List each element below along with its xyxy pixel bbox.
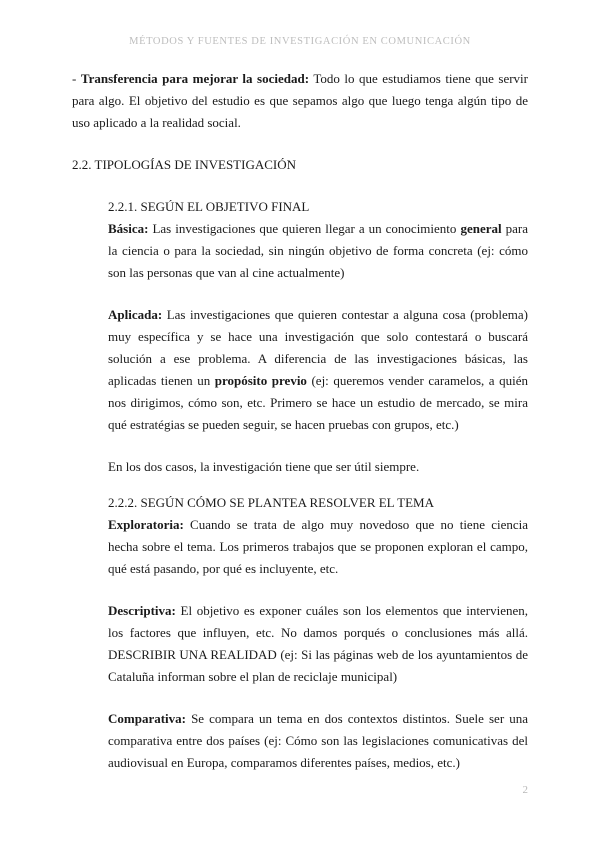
page-number: 2: [522, 784, 528, 796]
subsection-objetivo-final: [108, 196, 528, 478]
exploratoria-paragraph: Exploratoria: Cuando se trata de algo muy novedoso que no tiene ciencia hecha sobre el tema. Los primeros trabajos que se proponen exploran el campo, qué está pasando, por qué es incluyente, etc.: [108, 517, 528, 576]
subsection-heading: 2.2.2. SEGÚN CÓMO SE PLANTEA RESOLVER EL TEMA: [108, 495, 434, 510]
intro-bold-term: Transferencia para mejorar la sociedad:: [80, 71, 310, 86]
subsection-resolver-tema: [108, 492, 528, 774]
page-content: [72, 68, 528, 774]
descriptiva-paragraph: Descriptiva: El objetivo es exponer cuáles son los elementos que intervienen, los factores que influyen, etc. No damos porqués o conclusiones más allá. DESCRIBIR UNA REALIDAD (ej: Si las páginas web de los ayuntamientos de Cataluña informan sobre el plan de reciclaje municipal): [108, 603, 528, 684]
subsection-heading: 2.2.1. SEGÚN EL OBJETIVO FINAL: [108, 199, 310, 214]
intro-paragraph: - Transferencia para mejorar la sociedad: Todo lo que estudiamos tiene que servir para algo. El objetivo del estudio es que sepamos algo que luego tenga algún tipo de uso aplicado a la realidad social.: [72, 71, 528, 130]
aplicada-paragraph: Aplicada: Las investigaciones que quieren contestar a alguna cosa (problema) muy específica y se hace una investigación que solo contestará o buscará solución a ese problema. A diferencia de las investigaciones básicas, las aplicadas tienen un propósito previo (ej: queremos vender caramelos, a quién nos dirigimos, cómo son, etc. Primero se hace un estudio de mercado, se mira qué estratégias se pueden seguir, se hacen pruebas con grupos, etc.): [108, 307, 528, 432]
conclusion-paragraph: En los dos casos, la investigación tiene que ser útil siempre.: [108, 459, 420, 474]
basica-paragraph: Básica: Las investigaciones que quieren llegar a un conocimiento general para la ciencia o para la sociedad, sin ningún objetivo de forma concreta (ej: cómo son las personas que van al cine actualmente): [108, 221, 528, 280]
running-header: MÉTODOS Y FUENTES DE INVESTIGACIÓN EN COMUNICACIÓN: [129, 36, 471, 47]
section-heading: 2.2. TIPOLOGÍAS DE INVESTIGACIÓN: [72, 157, 296, 172]
comparativa-paragraph: Comparativa: Se compara un tema en dos contextos distintos. Suele ser una comparativa entre dos países (ej: Cómo son las legislaciones comunicativas del audiovisual en Europa, comparamos diferentes países, medios, etc.): [108, 711, 528, 770]
